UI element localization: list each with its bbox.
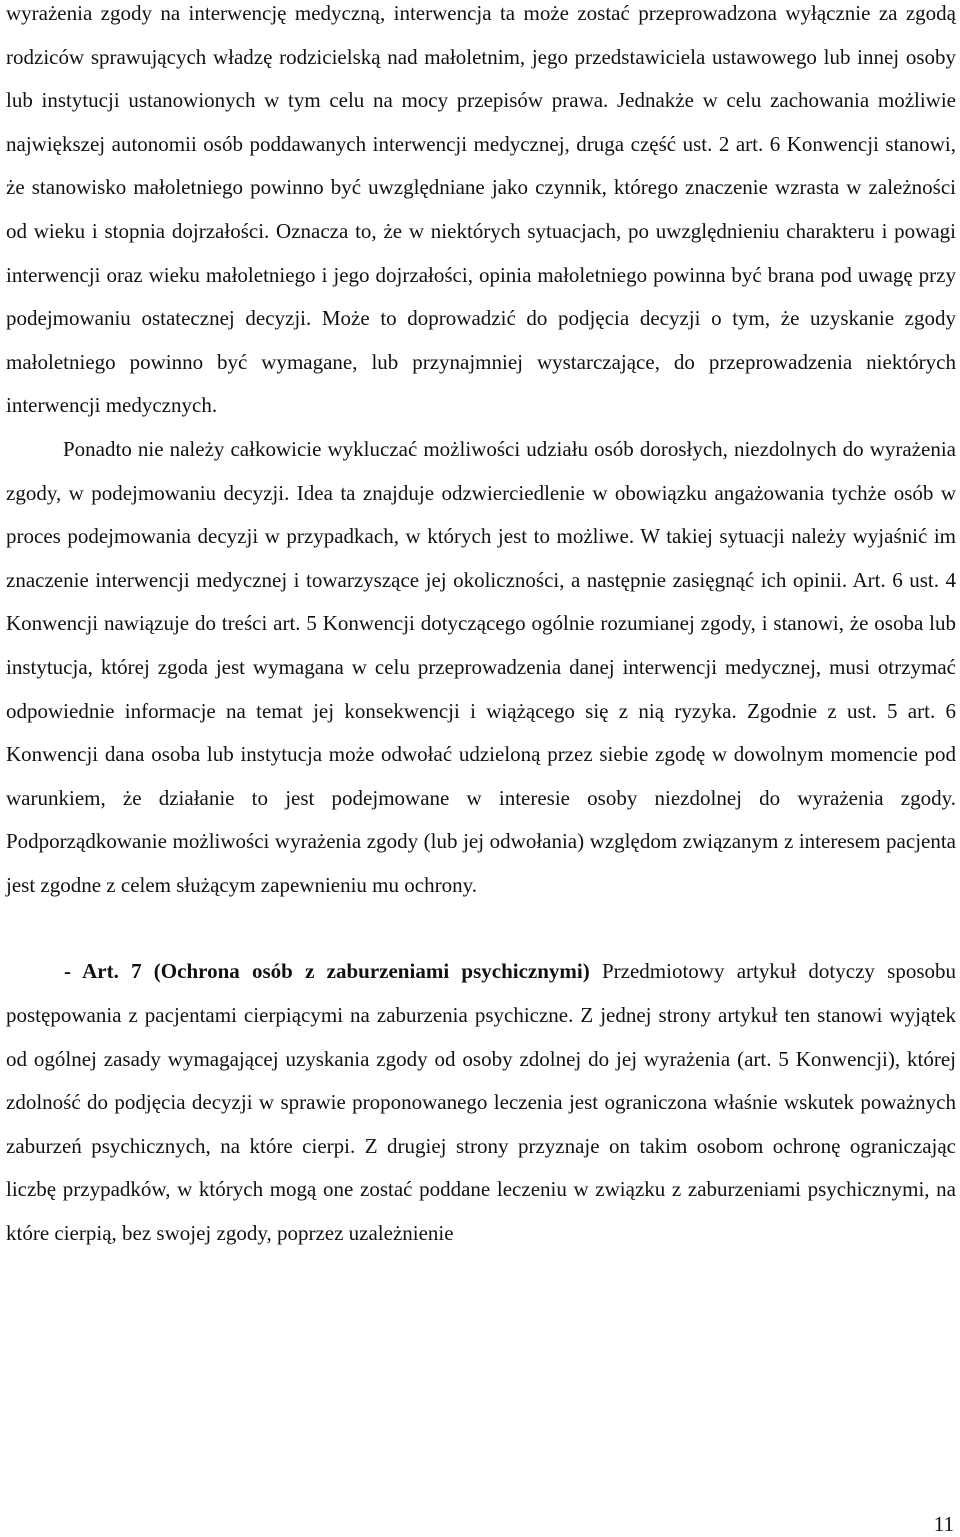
document-page bbox=[6, 0, 956, 1256]
article-dash: - bbox=[64, 959, 83, 984]
page-number: 11 bbox=[933, 1512, 954, 1536]
paragraph-incapable-adults: Ponadto nie należy całkowicie wykluczać możliwości udziału osób dorosłych, niezdolnych do wyrażenia zgody, w podejmowaniu decyzji. Idea ta znajduje odzwierciedlenie w obowiązku angażowania tychże osób w proces podejmowania decyzji w przypadkach, w których jest to możliwe. W takiej sytuacji należy wyjaśnić im znaczenie interwencji medycznej i towarzyszące jej okoliczności, a następnie zasięgnąć ich opinii. Art. 6 ust. 4 Konwencji nawiązuje do treści art. 5 Konwencji dotyczącego ogólnie rozumianej zgody, i stanowi, że osoba lub instytucja, której zgoda jest wymagana w celu przeprowadzenia danej interwencji medycznej, musi otrzymać odpowiednie informacje na temat jej konsekwencji i wiążącego się z nią ryzyka. Zgodnie z ust. 5 art. 6 Konwencji dana osoba lub instytucja może odwołać udzieloną przez siebie zgodę w dowolnym momencie pod warunkiem, że działanie to jest podejmowane w interesie osoby niezdolnej do wyrażenia zgody. Podporządkowanie możliwości wyrażenia zgody (lub jej odwołania) względom związanym z interesem pacjenta jest zgodne z celem służącym zapewnieniu mu ochrony. bbox=[6, 436, 956, 897]
article-heading: Art. 7 (Ochrona osób z zaburzeniami psychicznymi) bbox=[82, 959, 590, 984]
paragraph-article-7 bbox=[6, 950, 956, 1255]
article-text: Przedmiotowy artykuł dotyczy sposobu postępowania z pacjentami cierpiącymi na zaburzenia psychiczne. Z jednej strony artykuł ten stanowi wyjątek od ogólnej zasady wymagającej uzyskania zgody od osoby zdolnej do jej wyrażenia (art. 5 Konwencji), której zdolność do podjęcia decyzji w sprawie proponowanego leczenia jest ograniczona właśnie wskutek poważnych zaburzeń psychicznych, na które cierpi. Z drugiej strony przyznaje on takim osobom ochronę ograniczając liczbę przypadków, w których mogą one zostać poddane leczeniu w związku z zaburzeniami psychicznymi, na które cierpią, bez swojej zgody, poprzez uzależnienie bbox=[6, 959, 956, 1246]
paragraph-gap bbox=[6, 907, 956, 950]
paragraph-consent-minors: wyrażenia zgody na interwencję medyczną, interwencja ta może zostać przeprowadzona wyłącznie za zgodą rodziców sprawujących władzę rodzicielską nad małoletnim, jego przedstawiciela ustawowego lub innej osoby lub instytucji ustanowionych w tym celu na mocy przepisów prawa. Jednakże w celu zachowania możliwie największej autonomii osób poddawanych interwencji medycznej, druga część ust. 2 art. 6 Konwencji stanowi, że stanowisko małoletniego powinno być uwzględniane jako czynnik, którego znaczenie wzrasta w zależności od wieku i stopnia dojrzałości. Oznacza to, że w niektórych sytuacjach, po uwzględnieniu charakteru i powagi interwencji oraz wieku małoletniego i jego dojrzałości, opinia małoletniego powinna być brana pod uwagę przy podejmowaniu ostatecznej decyzji. Może to doprowadzić do podjęcia decyzji o tym, że uzyskanie zgody małoletniego powinno być wymagane, lub przynajmniej wystarczające, do przeprowadzenia niektórych interwencji medycznych. bbox=[6, 1, 956, 418]
